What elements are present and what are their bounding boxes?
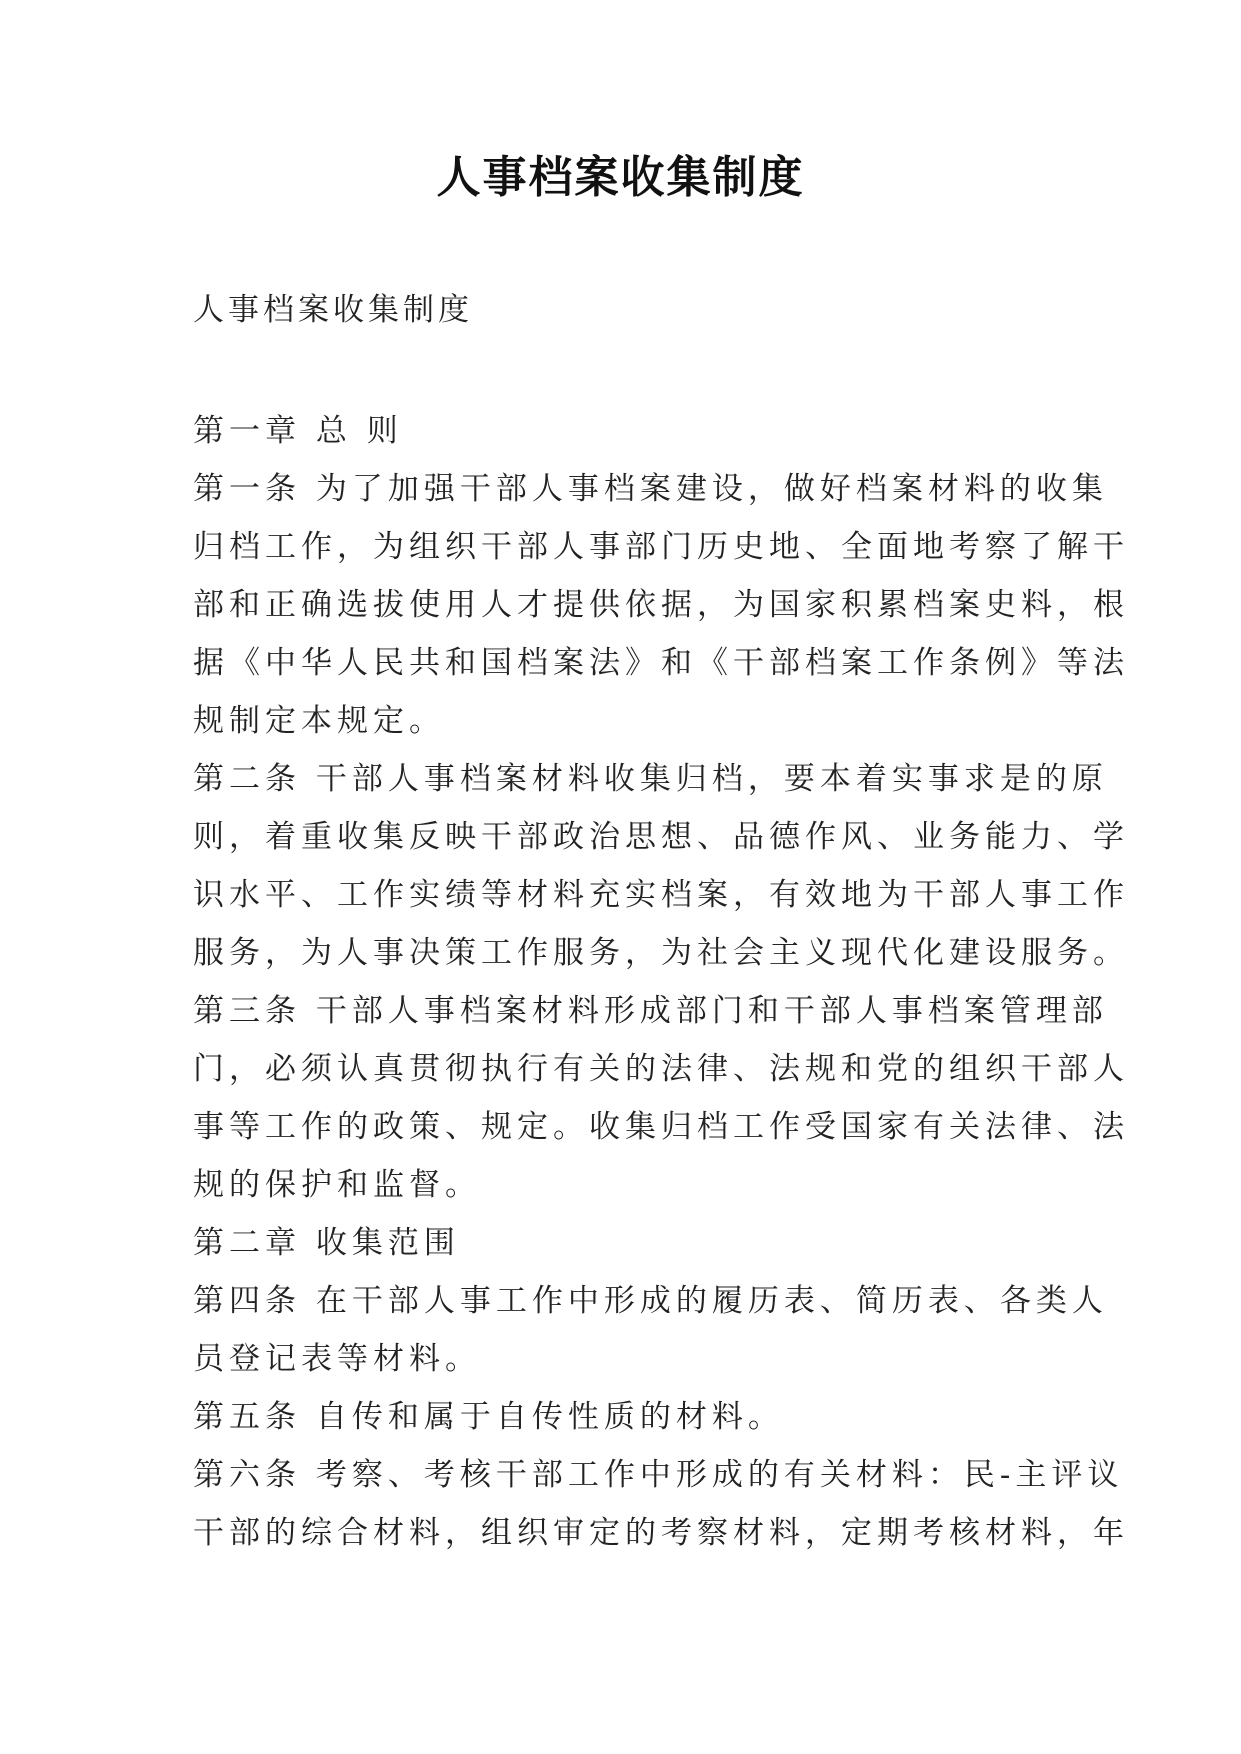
chapter-heading: 第二章 收集范围 (193, 1225, 460, 1261)
body-line: 则，着重收集反映干部政治思想、品德作风、业务能力、学 (193, 819, 1129, 855)
body-line: 员登记表等材料。 (193, 1341, 481, 1377)
body-line: 第一条 为了加强干部人事档案建设，做好档案材料的收集 (193, 471, 1108, 507)
body-line: 第五条 自传和属于自传性质的材料。 (193, 1399, 784, 1435)
body-line: 事等工作的政策、规定。收集归档工作受国家有关法律、法 (193, 1109, 1129, 1145)
document-body (193, 402, 1129, 1562)
chapter-heading: 第一章 总 则 (193, 413, 403, 449)
body-line: 第三条 干部人事档案材料形成部门和干部人事档案管理部 (193, 993, 1108, 1029)
body-line: 规制定本规定。 (193, 703, 445, 739)
body-line: 部和正确选拔使用人才提供依据，为国家积累档案史料，根 (193, 587, 1129, 623)
body-line: 识水平、工作实绩等材料充实档案，有效地为干部人事工作 (193, 877, 1129, 913)
body-line: 据《中华人民共和国档案法》和《干部档案工作条例》等法 (193, 645, 1129, 681)
body-line: 干部的综合材料，组织审定的考察材料，定期考核材料，年 (193, 1515, 1129, 1551)
body-line: 第六条 考察、考核干部工作中形成的有关材料：民-主评议 (193, 1457, 1124, 1493)
body-line: 门，必须认真贯彻执行有关的法律、法规和党的组织干部人 (193, 1051, 1129, 1087)
body-line: 归档工作，为组织干部人事部门历史地、全面地考察了解干 (193, 529, 1129, 565)
document-subtitle: 人事档案收集制度 (193, 292, 473, 328)
body-line: 规的保护和监督。 (193, 1167, 481, 1203)
body-line: 服务，为人事决策工作服务，为社会主义现代化建设服务。 (193, 935, 1129, 971)
body-line: 第二条 干部人事档案材料收集归档，要本着实事求是的原 (193, 761, 1108, 797)
body-line: 第四条 在干部人事工作中形成的履历表、简历表、各类人 (193, 1283, 1108, 1319)
document-title: 人事档案收集制度 (436, 152, 805, 203)
